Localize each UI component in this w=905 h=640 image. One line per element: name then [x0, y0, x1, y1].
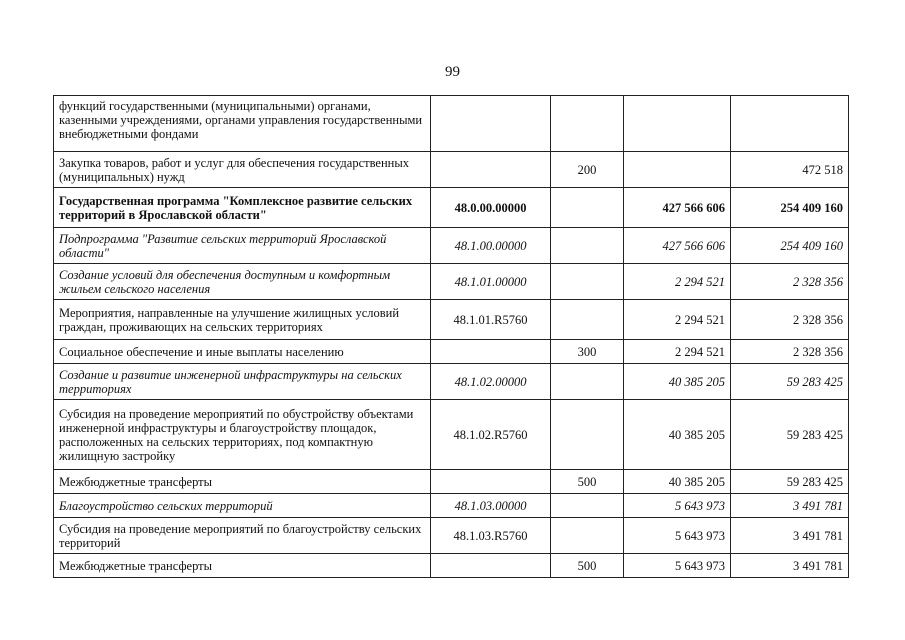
row-amount-year2-cell: 59 283 425 — [731, 400, 849, 470]
row-expense-type-cell: 500 — [551, 554, 624, 578]
row-amount-year1-cell: 427 566 606 — [624, 188, 731, 228]
table-row — [54, 340, 849, 364]
row-code-cell — [431, 554, 551, 578]
row-code-cell — [431, 340, 551, 364]
row-code-cell: 48.0.00.00000 — [431, 188, 551, 228]
row-name-cell: Межбюджетные трансферты — [54, 470, 431, 494]
row-amount-year1-cell — [624, 96, 731, 152]
row-expense-type-cell — [551, 96, 624, 152]
table-row — [54, 470, 849, 494]
table-row — [54, 494, 849, 518]
row-amount-year2-cell: 59 283 425 — [731, 364, 849, 400]
row-amount-year2-cell: 254 409 160 — [731, 228, 849, 264]
row-expense-type-cell: 200 — [551, 152, 624, 188]
table-row — [54, 400, 849, 470]
row-expense-type-cell — [551, 400, 624, 470]
row-name-cell: Субсидия на проведение мероприятий по обустройству объектами инженерной инфраструктуры и благоустройству площадок, расположенных на сельских территориях, под компактную жилищную застройку — [54, 400, 431, 470]
table-row — [54, 364, 849, 400]
budget-table — [53, 95, 849, 578]
row-amount-year2-cell: 2 328 356 — [731, 264, 849, 300]
table-row — [54, 96, 849, 152]
row-amount-year1-cell: 2 294 521 — [624, 300, 731, 340]
budget-table-body — [54, 96, 849, 578]
table-row — [54, 152, 849, 188]
row-amount-year1-cell: 40 385 205 — [624, 400, 731, 470]
row-amount-year1-cell: 40 385 205 — [624, 470, 731, 494]
row-code-cell: 48.1.01.R5760 — [431, 300, 551, 340]
row-code-cell: 48.1.02.R5760 — [431, 400, 551, 470]
row-name-cell: Межбюджетные трансферты — [54, 554, 431, 578]
row-amount-year1-cell: 427 566 606 — [624, 228, 731, 264]
table-row — [54, 554, 849, 578]
row-amount-year2-cell: 472 518 — [731, 152, 849, 188]
table-row — [54, 518, 849, 554]
row-name-cell: Подпрограмма "Развитие сельских территорий Ярославской области" — [54, 228, 431, 264]
row-amount-year1-cell — [624, 152, 731, 188]
row-expense-type-cell — [551, 228, 624, 264]
row-amount-year2-cell — [731, 96, 849, 152]
row-amount-year1-cell: 5 643 973 — [624, 494, 731, 518]
table-row — [54, 300, 849, 340]
page-number: 99 — [445, 64, 460, 80]
row-name-cell: Создание и развитие инженерной инфраструктуры на сельских территориях — [54, 364, 431, 400]
row-expense-type-cell: 300 — [551, 340, 624, 364]
row-expense-type-cell — [551, 494, 624, 518]
row-expense-type-cell — [551, 518, 624, 554]
row-amount-year2-cell: 2 328 356 — [731, 300, 849, 340]
row-amount-year2-cell: 254 409 160 — [731, 188, 849, 228]
row-name-cell: Социальное обеспечение и иные выплаты населению — [54, 340, 431, 364]
row-expense-type-cell — [551, 300, 624, 340]
row-amount-year2-cell: 3 491 781 — [731, 554, 849, 578]
row-amount-year1-cell: 2 294 521 — [624, 340, 731, 364]
row-name-cell: Создание условий для обеспечения доступным и комфортным жильем сельского населения — [54, 264, 431, 300]
row-name-cell: функций государственными (муниципальными) органами, казенными учреждениями, органами управления государственными внебюджетными фондами — [54, 96, 431, 152]
row-amount-year1-cell: 2 294 521 — [624, 264, 731, 300]
row-expense-type-cell: 500 — [551, 470, 624, 494]
row-amount-year2-cell: 59 283 425 — [731, 470, 849, 494]
row-name-cell: Мероприятия, направленные на улучшение жилищных условий граждан, проживающих на сельских территориях — [54, 300, 431, 340]
row-code-cell: 48.1.01.00000 — [431, 264, 551, 300]
row-expense-type-cell — [551, 188, 624, 228]
row-expense-type-cell — [551, 364, 624, 400]
row-amount-year2-cell: 2 328 356 — [731, 340, 849, 364]
row-code-cell: 48.1.03.R5760 — [431, 518, 551, 554]
row-name-cell: Закупка товаров, работ и услуг для обеспечения государственных (муниципальных) нужд — [54, 152, 431, 188]
row-code-cell — [431, 470, 551, 494]
row-name-cell: Субсидия на проведение мероприятий по благоустройству сельских территорий — [54, 518, 431, 554]
row-amount-year1-cell: 40 385 205 — [624, 364, 731, 400]
table-row — [54, 264, 849, 300]
table-row — [54, 188, 849, 228]
row-amount-year2-cell: 3 491 781 — [731, 494, 849, 518]
row-amount-year1-cell: 5 643 973 — [624, 518, 731, 554]
row-code-cell — [431, 96, 551, 152]
row-code-cell: 48.1.00.00000 — [431, 228, 551, 264]
row-code-cell: 48.1.03.00000 — [431, 494, 551, 518]
row-amount-year2-cell: 3 491 781 — [731, 518, 849, 554]
row-name-cell: Благоустройство сельских территорий — [54, 494, 431, 518]
row-code-cell: 48.1.02.00000 — [431, 364, 551, 400]
row-name-cell: Государственная программа "Комплексное развитие сельских территорий в Ярославской области" — [54, 188, 431, 228]
row-code-cell — [431, 152, 551, 188]
row-expense-type-cell — [551, 264, 624, 300]
row-amount-year1-cell: 5 643 973 — [624, 554, 731, 578]
table-row — [54, 228, 849, 264]
